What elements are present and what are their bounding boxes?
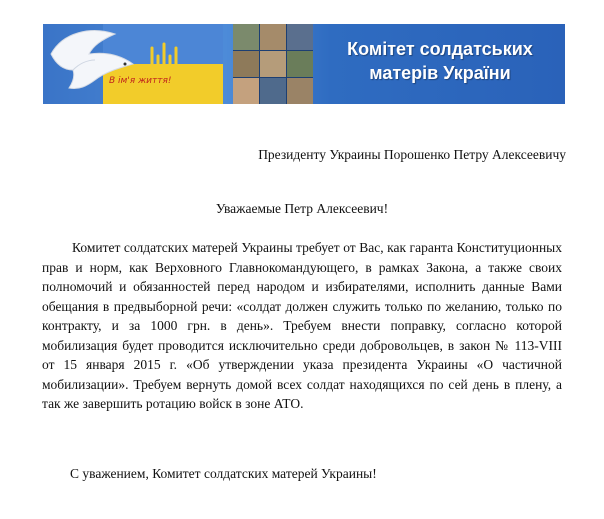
header-banner xyxy=(43,24,565,104)
banner-motto: В ім'я життя! xyxy=(109,76,172,86)
letter-body: Комитет солдатских матерей Украины требует от Вас, как гаранта Конституционных прав и норм, как Верховного Главнокомандующего, в рамках Закона, а также своих полномочий и обязанностей перед народом и избирателями, исполнить данные Вами обещания в предвыборной речи: «солдат должен служить только по желанию, только по контракту, и за 1000 грн. в день». Требуем внести поправку, согласно которой мобилизация будет проводится исключительно среди добровольцев, в закон № 113-VIII от 15 января 2015 г. «Об утверждении указа президента Украины «О частичной мобилизации». Требуем вернуть домой всех солдат находящихся по сей день в плену, а так же завершить ротацию войск в зоне АТО. xyxy=(42,240,562,411)
dove-icon xyxy=(43,24,153,104)
letter-addressee: Президенту Украины Порошенко Петру Алексеевичу xyxy=(258,147,566,162)
organization-title: Комітет солдатських матерів України xyxy=(347,39,533,83)
photo-collage xyxy=(233,24,313,104)
letter-salutation: Уважаемые Петр Алексеевич! xyxy=(215,201,389,216)
letter-signoff: С уважением, Комитет солдатских матерей Украины! xyxy=(70,466,377,481)
